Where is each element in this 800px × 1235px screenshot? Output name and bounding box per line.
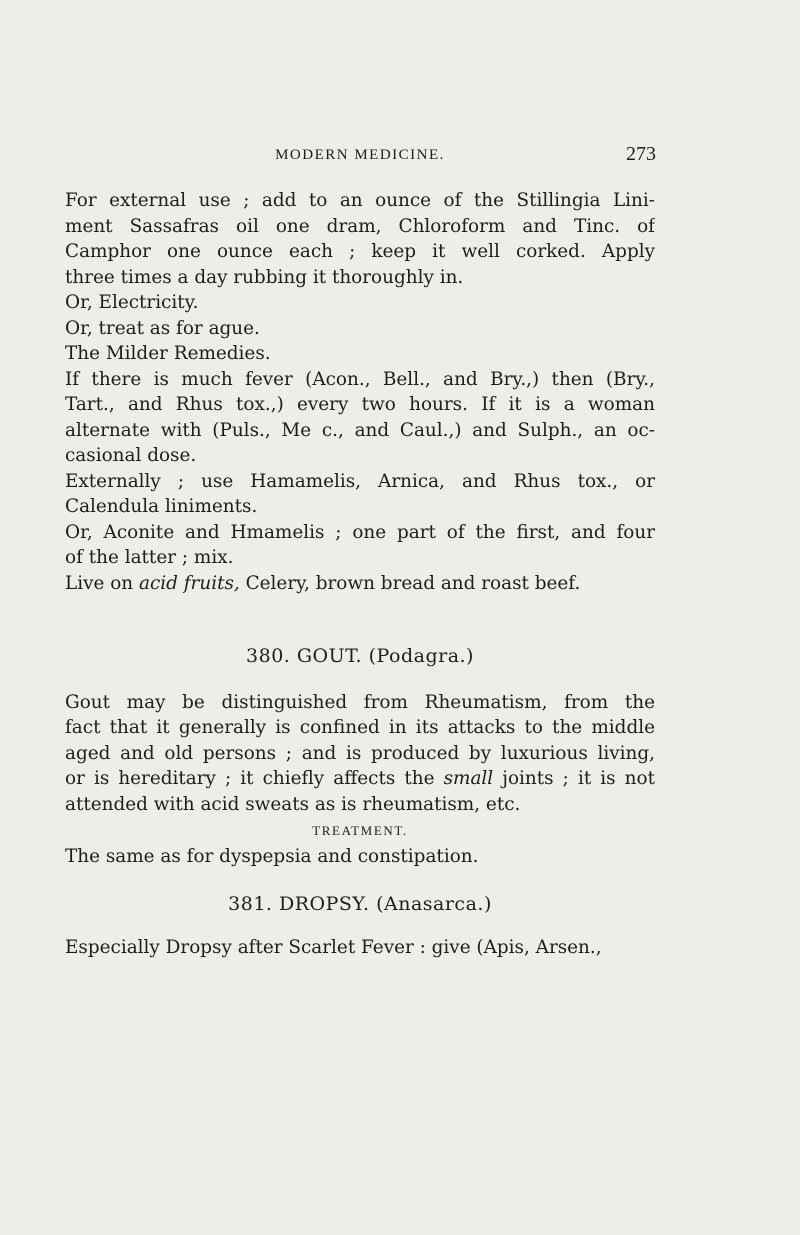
text-line: Externally ; use Hamamelis, Arnica, and Rhus tox., or	[65, 470, 655, 492]
text-line: If there is much fever (Acon., Bell., and Bry.,) then (Bry.,	[65, 368, 655, 390]
running-head-title: MODERN MEDICINE.	[275, 147, 445, 163]
gout-line4-emphasis: small	[443, 768, 494, 789]
text-line: Or, treat as for ague.	[65, 317, 260, 339]
text-line: For external use ; add to an ounce of the Stillingia Lini-	[65, 190, 655, 211]
treatment-heading: TREATMENT.	[312, 823, 408, 838]
text-line: aged and old persons ; and is produced by luxurious living,	[65, 742, 655, 764]
text-line: casional dose.	[65, 445, 197, 466]
text-line: three times a day rubbing it thoroughly in.	[65, 266, 464, 288]
live-on-prefix: Live on	[65, 572, 139, 594]
text-line: fact that it generally is confined in its attacks to the middle	[65, 717, 655, 738]
live-on-suffix: Celery, brown bread and roast beef.	[239, 572, 581, 594]
text-line: ment Sassafras oil one dram, Chloroform and Tinc. of	[65, 215, 655, 237]
text-line: alternate with (Puls., Me c., and Caul.,) and Sulph., an oc-	[65, 419, 655, 441]
treatment-text: The same as for dyspepsia and constipation.	[65, 846, 479, 867]
text-line: Calendula liniments.	[65, 496, 258, 517]
text-line: Tart., and Rhus tox.,) every two hours. If it is a woman	[65, 394, 655, 415]
gout-line4-prefix: or is hereditary ; it chiefly affects the	[65, 768, 444, 789]
text-line: Gout may be distinguished from Rheumatism, from the	[65, 691, 655, 713]
text-line: Camphor one ounce each ; keep it well corked. Apply	[65, 241, 655, 262]
text-line: of the latter ; mix.	[65, 547, 234, 568]
text-line-live-on	[65, 571, 655, 597]
page-number: 273	[626, 143, 656, 165]
running-head	[64, 143, 656, 171]
text-line: Or, Aconite and Hmamelis ; one part of the first, and four	[65, 521, 655, 543]
gout-heading: 380. GOUT. (Podagra.)	[246, 645, 474, 667]
text-line: attended with acid sweats as is rheumatism, etc.	[65, 793, 521, 815]
body-text	[65, 188, 655, 961]
text-line: Especially Dropsy after Scarlet Fever : give (Apis, Arsen.,	[65, 937, 602, 958]
gout-line4-suffix: joints ; it is not	[493, 768, 655, 789]
text-line-small-joints	[65, 766, 655, 792]
text-line: The Milder Remedies.	[65, 343, 271, 364]
live-on-emphasis: acid fruits,	[138, 572, 240, 594]
text-line: Or, Electricity.	[65, 292, 199, 313]
dropsy-heading: 381. DROPSY. (Anasarca.)	[228, 892, 492, 915]
